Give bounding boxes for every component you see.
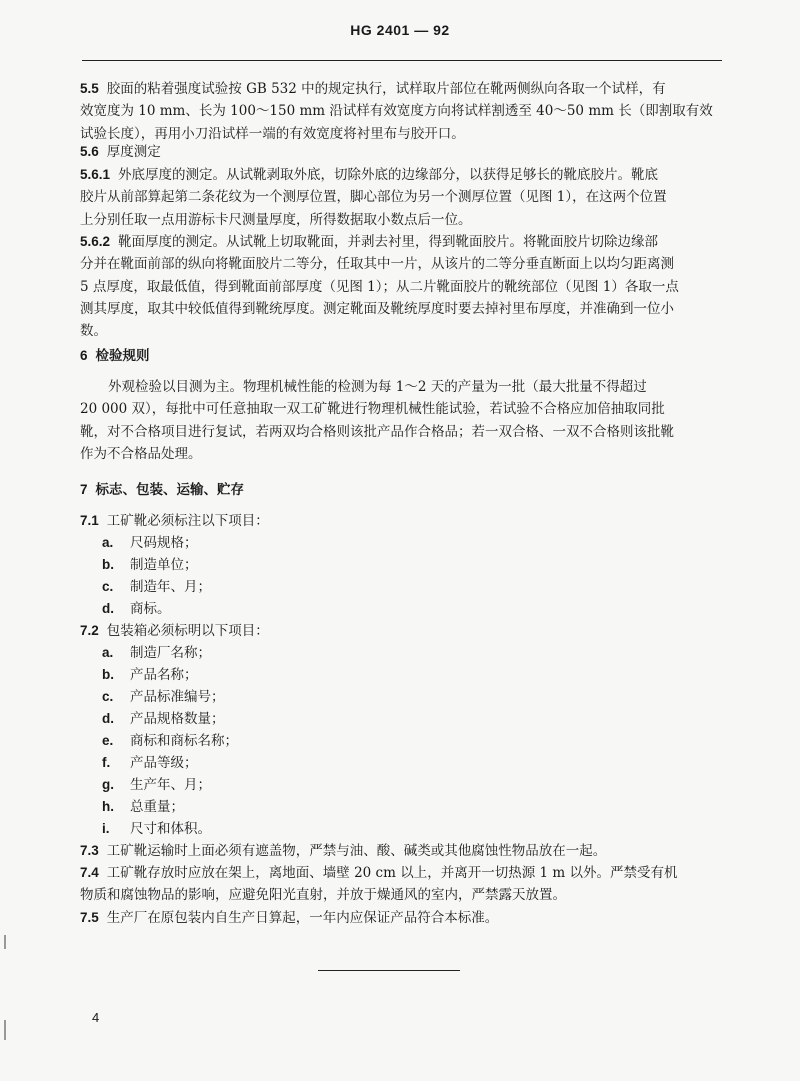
section-7-heading	[80, 479, 244, 501]
list-item: d. 商标。	[102, 601, 171, 617]
section-title: 标志、包装、运输、贮存	[95, 482, 245, 498]
paragraph-line: 胶面的粘着强度试验按 GB 532 中的规定执行，试样取片部位在靴两侧纵向各取一个试样，有	[106, 81, 666, 97]
list-item: a. 制造厂名称；	[102, 645, 211, 661]
paragraph-line: 工矿靴必须标注以下项目：	[106, 513, 269, 529]
section-7-4	[80, 862, 720, 907]
section-number: 6	[80, 348, 88, 363]
section-5-5	[80, 78, 720, 145]
section-number: 7.5	[80, 910, 99, 925]
paragraph-line: 外底厚度的测定。从试靴剥取外底，切除外底的边缘部分，以获得足够长的靴底胶片。靴底	[118, 167, 659, 183]
list-item: g. 生产年、月；	[102, 777, 211, 793]
section-6-heading	[80, 345, 150, 367]
section-number: 5.6	[80, 144, 99, 159]
list-item: e. 商标和商标名称；	[102, 733, 238, 749]
paragraph-line: 分并在靴面前部的纵向将靴面胶片二等分，任取其中一片，从该片的二等分垂直断面上以均匀距离测	[80, 256, 674, 273]
list-item: a. 尺码规格；	[102, 535, 198, 551]
paragraph-line: 5 点厚度，取最低值，得到靴面前部厚度（见图 1）；从二片靴面胶片的靴统部位（见图 1）各取一点	[80, 278, 679, 295]
section-title: 厚度测定	[106, 144, 161, 160]
section-7-5	[80, 907, 498, 929]
list-item: c. 制造年、月；	[102, 579, 211, 595]
paragraph-line: 工矿靴存放时应放在架上，离地面、墙壁 20 cm 以上，并离开一切热源 1 m 以外。严禁受有机	[106, 865, 678, 881]
section-number: 7.3	[80, 843, 99, 858]
section-number: 7.1	[80, 513, 99, 528]
section-number: 7.2	[80, 623, 99, 638]
paragraph-line: 测其厚度，取其中较低值得到靴统厚度。测定靴面及靴统厚度时要去掉衬里布厚度，并准确到一位小	[80, 300, 674, 317]
list-item: d. 产品规格数量；	[102, 711, 225, 727]
standard-code-header: HG 2401 — 92	[350, 22, 450, 38]
section-number: 5.5	[80, 81, 99, 96]
end-of-standard-rule	[318, 970, 460, 971]
paragraph-line: 外观检验以目测为主。物理机械性能的检测为每 1～2 天的产量为一批（最大批量不得超过	[108, 379, 647, 395]
paragraph-line: 工矿靴运输时上面必须有遮盖物，严禁与油、酸、碱类或其他腐蚀性物品放在一起。	[106, 843, 607, 859]
list-item: h. 总重量；	[102, 799, 184, 815]
section-number: 7.4	[80, 865, 99, 880]
section-number: 5.6.2	[80, 234, 111, 249]
section-number: 5.6.1	[80, 167, 111, 182]
paragraph-line: 靴，对不合格项目进行复试，若两双均合格则该批产品作合格品；若一双合格、一双不合格则该批靴	[80, 423, 674, 440]
paragraph-line: 20 000 双），每批中可任意抽取一双工矿靴进行物理机械性能试验，若试验不合格应加倍抽取同批	[80, 401, 665, 418]
list-item: b. 制造单位；	[102, 557, 198, 573]
scan-margin-mark	[4, 935, 6, 949]
paragraph-line: 试验长度），再用小刀沿试样一端的有效宽度将衬里布与胶开口。	[80, 125, 465, 142]
paragraph-line: 靴面厚度的测定。从试靴上切取靴面，并剥去衬里，得到靴面胶片。将靴面胶片切除边缘部	[118, 234, 659, 250]
section-6-body	[80, 376, 720, 465]
list-item: i. 尺寸和体积。	[102, 821, 211, 837]
section-number: 7	[80, 482, 88, 497]
paragraph-line: 胶片从前部算起第二条花纹为一个测厚位置，脚心部位为另一个测厚位置（见图 1），在这两个位置	[80, 189, 667, 206]
section-7-1	[80, 510, 269, 532]
header-rule	[82, 60, 722, 61]
scan-margin-mark	[4, 1020, 6, 1040]
paragraph-line: 作为不合格品处理。	[80, 445, 202, 462]
list-item: b. 产品名称；	[102, 667, 198, 683]
section-title: 检验规则	[95, 348, 150, 364]
section-5-6-1	[80, 164, 720, 231]
paragraph-line: 物质和腐蚀物品的影响，应避免阳光直射，并放于燥通风的室内，严禁露天放置。	[80, 887, 566, 904]
paragraph-line: 包装箱必须标明以下项目：	[106, 623, 269, 639]
section-7-2	[80, 620, 269, 642]
section-5-6-heading	[80, 141, 161, 163]
paragraph-line: 效宽度为 10 mm、长为 100～150 mm 沿试样有效宽度方向将试样割透至 40～50 mm 长（即割取有效	[80, 103, 713, 120]
paragraph-line: 上分别任取一点用游标卡尺测量厚度，所得数据取小数点后一位。	[80, 211, 472, 228]
section-5-6-2	[80, 231, 720, 342]
list-item: c. 产品标准编号；	[102, 689, 225, 705]
page-number: 4	[92, 1010, 100, 1025]
paragraph-line: 数。	[80, 323, 107, 340]
section-7-3	[80, 840, 606, 862]
list-item: f. 产品等级；	[102, 755, 198, 771]
paragraph-line: 生产厂在原包装内自生产日算起，一年内应保证产品符合本标准。	[106, 910, 499, 926]
